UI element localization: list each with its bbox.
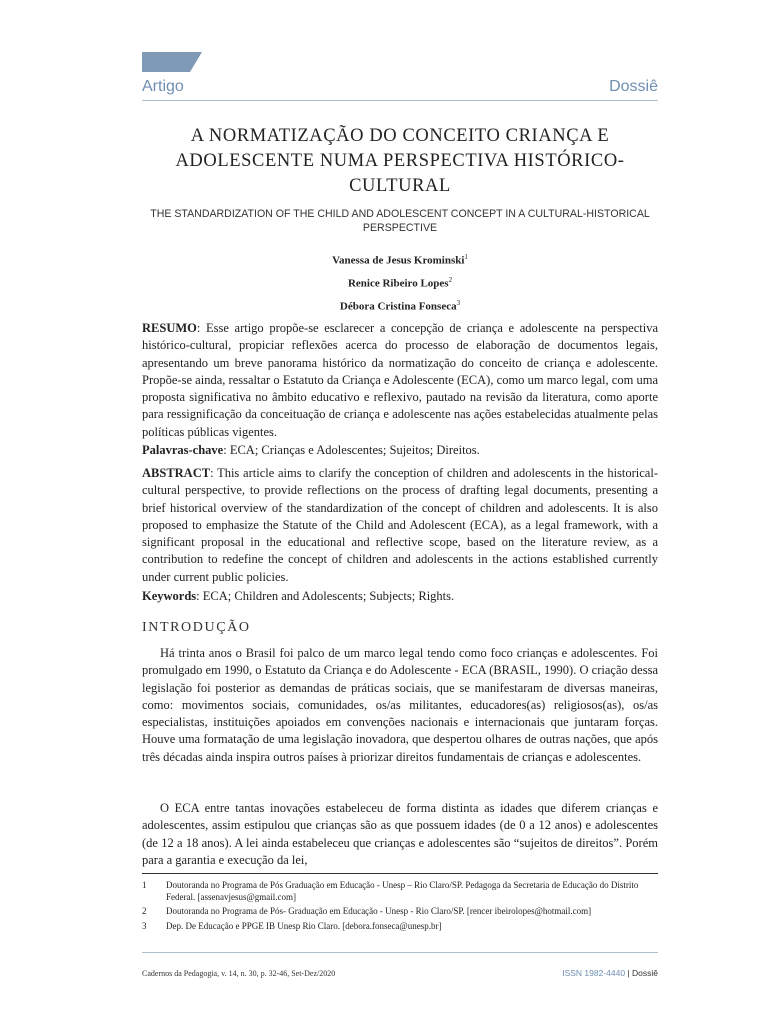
palavras-chave-paragraph (142, 442, 658, 459)
footer-issn-number: ISSN 1982-4440 (562, 968, 626, 978)
author-footnote-ref[interactable]: 2 (448, 276, 453, 284)
footnote-item (142, 880, 658, 903)
keywords-text: : ECA; Children and Adolescents; Subjects; Rights. (196, 589, 455, 603)
author-name: Débora Cristina Fonseca (339, 300, 457, 313)
abstract-paragraph (142, 465, 658, 586)
header-tab-shape (142, 52, 202, 72)
footnote-text: Doutoranda no Programa de Pós Graduação em Educação - Unesp – Rio Claro/SP. Pedagoga da Secretaria de Educação do Distrito Federal. [assenavjesus@gmail.com] (166, 880, 639, 902)
author-3 (142, 296, 658, 319)
footer-citation: Cadernos da Pedagogia, v. 14, n. 30, p. 32-46, Set-Dez/2020 (142, 969, 336, 978)
footnote-list (142, 880, 658, 935)
author-list (142, 250, 658, 319)
footer-issn (562, 968, 658, 978)
palavras-chave-label: Palavras-chave (142, 443, 224, 457)
section-heading-introducao: INTRODUÇÃO (142, 620, 251, 635)
body-paragraph-2: O ECA entre tantas inovações estabeleceu de forma distinta as idades que diferem crianças e adolescentes, assim estipulou que crianças são as que possuem idades (de 0 a 12 anos) e adolescentes (de 12 a 18 anos). A lei ainda estabeleceu que crianças e adolescentes são “sujeitos de direitos”. Porém para a garantia e execução da lei, (142, 801, 658, 867)
footnote-item (142, 906, 658, 918)
body-paragraph-1: Há trinta anos o Brasil foi palco de um marco legal tendo como foco crianças e adolescentes. Foi promulgado em 1990, o Estatuto da Criança e do Adolescente - ECA (BRASIL, 1990). O criação dessa legislação foi posterior as demandas de práticas sociais, que se manifestaram de diversas maneiras, como: movimentos sociais, comunidades, os/as militantes, educadores(as) religiosos(as), os/as especialistas, instituições apoiados em convenções nacionais e internacionais que juntaram forças. Houve uma formatação de uma legislação inovadora, que despertou olhares de outras nações, que após três décadas ainda inspira outros países à priorizar direitos fundamentais de crianças e adolescentes. (142, 646, 658, 764)
article-title: A NORMATIZAÇÃO DO CONCEITO CRIANÇA E ADOLESCENTE NUMA PERSPECTIVA HISTÓRICO-CULTURAL (175, 126, 625, 196)
author-1 (142, 250, 658, 273)
header-article-label: Artigo (142, 78, 184, 95)
footnote-text: Doutoranda no Programa de Pós- Graduação em Educação - Unesp - Rio Claro/SP. [rencer ibeirolopes@hotmail.com] (166, 906, 592, 916)
palavras-chave-text: : ECA; Crianças e Adolescentes; Sujeitos; Direitos. (223, 443, 480, 457)
abstract-text: : This article aims to clarify the conception of children and adolescents in the historical-cultural perspective, to provide reflections on the process of drafting legal documents, presenting a brief historical overview of the standardization of the concept of children and adolescents. It is also proposed to emphasize the Statute of the Child and Adolescent (ECA), as a legal framework, with a significant proposal in the educational and reflective scope, based on the literature review, as a contribution to redefine the concept of children and adolescents in the actions established currently under current public policies. (142, 466, 658, 584)
abstract-label: ABSTRACT (142, 466, 211, 480)
article-subtitle: THE STANDARDIZATION OF THE CHILD AND ADOLESCENT CONCEPT IN A CULTURAL-HISTORICAL PERSPECTIVE (150, 208, 650, 234)
footnote-number: 2 (142, 906, 147, 916)
author-2 (142, 273, 658, 296)
header-section-label: Dossiê (609, 78, 658, 95)
footer-divider (142, 952, 658, 953)
author-footnote-ref[interactable]: 1 (464, 253, 468, 261)
footer-section: Dossiê (632, 968, 658, 978)
footer-separator: | (625, 968, 633, 978)
resumo-text: : Esse artigo propõe-se esclarecer a concepção de criança e adolescente na perspectiva histórico-cultural, propiciar reflexões acerca do processo de elaboração de documentos legais, apresentando um breve panorama histórico da normatização do conceito de criança e adolescente. Propõe-se ainda, ressaltar o Estatuto da Criança e Adolescente (ECA), como um marco legal, com uma proposta significativa no âmbito educativo e reflexivo, pautado na revisão da literatura, como aporte para ressignificação da conceituação de criança e adolescente nas ações estabelecidas atualmente pelas políticas públicas vigentes. (142, 321, 658, 439)
resumo-label: RESUMO (142, 321, 197, 335)
footnote-text: Dep. De Educação e PPGE IB Unesp Rio Claro. [debora.fonseca@unesp.br] (166, 920, 442, 931)
footnote-number: 3 (142, 920, 147, 931)
resumo-paragraph (142, 320, 658, 441)
keywords-paragraph (142, 588, 658, 605)
author-name: Renice Ribeiro Lopes (347, 277, 449, 290)
keywords-label: Keywords (142, 589, 197, 603)
author-footnote-ref[interactable]: 3 (456, 299, 461, 307)
footnote-divider (142, 873, 658, 874)
footnote-number: 1 (142, 880, 147, 890)
author-name: Vanessa de Jesus Krominski (332, 254, 465, 267)
footnote-item (142, 921, 658, 933)
header-divider (142, 100, 658, 101)
